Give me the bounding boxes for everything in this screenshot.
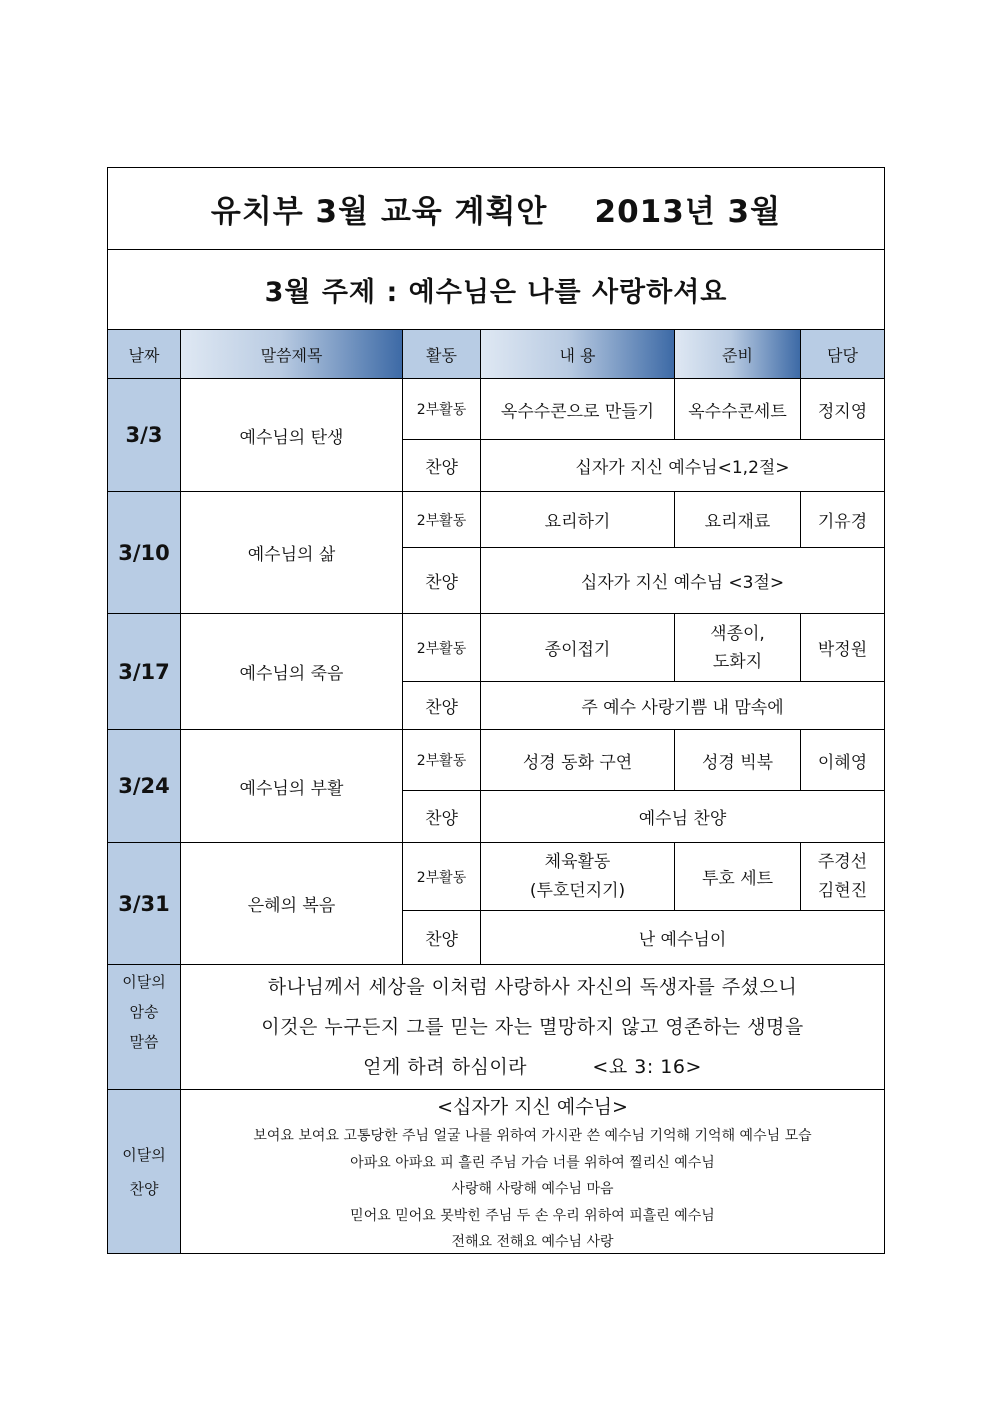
page-title: 유치부 3월 교육 계획안 2013년 3월 — [210, 194, 782, 230]
activity-prep: 요리재료 — [704, 512, 771, 532]
week-song: 난 예수님이 — [638, 930, 727, 950]
week-sermon-title: 은혜의 복음 — [247, 896, 336, 916]
lyric-line: 아파요 아파요 피 흘린 주님 가슴 너를 위하여 찔리신 예수님 — [350, 1154, 715, 1171]
activity-prep: 옥수수콘세트 — [688, 401, 787, 422]
column-header-activity: 활동 — [403, 330, 480, 378]
week-song: 주 예수 사랑기쁨 내 맘속에 — [581, 698, 784, 718]
song-of-month-title: <십자가 지신 예수님> — [437, 1095, 628, 1118]
activity-teacher: 이혜영 — [817, 752, 868, 773]
song-label-line: 이달의 — [122, 1145, 166, 1164]
activity-prep: 성경 빅북 — [701, 752, 774, 773]
song-label-line: 찬양 — [129, 1179, 159, 1198]
week-date: 3/31 — [118, 891, 170, 916]
song-type: 찬양 — [425, 698, 458, 718]
song-type: 찬양 — [425, 930, 458, 950]
activity-type: 2부활동 — [416, 402, 467, 418]
week-song: 십자가 지신 예수님<1,2절> — [575, 458, 790, 478]
song-type: 찬양 — [425, 809, 458, 829]
lyric-line: 전해요 전해요 예수님 사랑 — [451, 1234, 614, 1250]
song-type: 찬양 — [425, 573, 458, 593]
column-header-prep: 준비 — [675, 330, 800, 378]
activity-content — [481, 843, 674, 910]
week-song: 예수님 찬양 — [638, 809, 727, 829]
activity-teacher: 기유경 — [817, 512, 868, 532]
column-header-content: 내 용 — [481, 330, 674, 378]
column-header-sermon: 말씀제목 — [181, 330, 402, 378]
activity-teacher: 정지영 — [817, 401, 868, 422]
monthly-theme: 3월 주제 : 예수님은 나를 사랑하셔요 — [264, 277, 728, 308]
activity-type: 2부활동 — [416, 640, 467, 657]
activity-content: 종이접기 — [544, 640, 611, 660]
memory-verse-line: 얻게 하려 하심이라 <요 3: 16> — [363, 1056, 702, 1078]
activity-teacher-line: 김현진 — [817, 880, 868, 901]
activity-content-line: (투호던지기) — [529, 880, 626, 901]
memory-verse-text — [181, 965, 884, 1089]
activity-type: 2부활동 — [416, 512, 467, 529]
activity-content: 성경 동화 구연 — [522, 752, 633, 773]
activity-content-line: 체육활동 — [544, 851, 611, 872]
memory-verse-label — [108, 965, 180, 1089]
memory-label-line: 암송 — [129, 1003, 159, 1021]
activity-content: 요리하기 — [544, 512, 611, 532]
week-date: 3/10 — [118, 540, 170, 565]
activity-prep — [675, 614, 800, 681]
activity-prep-line: 도화지 — [712, 651, 763, 672]
week-sermon-title: 예수님의 부활 — [239, 778, 344, 799]
week-sermon-title: 예수님의 죽음 — [239, 664, 344, 684]
song-of-month-label — [108, 1090, 180, 1253]
activity-type: 2부활동 — [416, 753, 467, 769]
activity-prep-line: 색종이, — [710, 623, 765, 644]
activity-type: 2부활동 — [416, 869, 467, 886]
activity-teacher-line: 주경선 — [817, 851, 868, 872]
activity-content: 옥수수콘으로 만들기 — [500, 401, 655, 422]
memory-verse-line: 이것은 누구든지 그를 믿는 자는 멸망하지 않고 영존하는 생명을 — [261, 1016, 804, 1038]
week-sermon-title: 예수님의 탄생 — [239, 427, 344, 448]
week-date: 3/17 — [118, 659, 170, 684]
lyric-line: 보여요 보여요 고통당한 주님 얼굴 나를 위하여 가시관 쓴 예수님 기억해 기억해 예수님 모습 — [253, 1128, 812, 1144]
memory-label-line: 말씀 — [129, 1033, 159, 1051]
week-date: 3/3 — [125, 423, 163, 447]
lyric-line: 믿어요 믿어요 못박힌 주님 두 손 우리 위하여 피흘린 예수님 — [350, 1207, 715, 1224]
column-header-teacher: 담당 — [801, 330, 884, 378]
activity-teacher — [801, 843, 884, 910]
week-song: 십자가 지신 예수님 <3절> — [580, 573, 785, 593]
memory-label-line: 이달의 — [122, 973, 166, 991]
song-type: 찬양 — [425, 458, 458, 478]
column-header-date: 날짜 — [108, 330, 180, 378]
activity-prep: 투호 세트 — [701, 869, 774, 889]
lyric-line: 사랑해 사랑해 예수님 마음 — [451, 1181, 614, 1197]
memory-verse-line: 하나님께서 세상을 이처럼 사랑하사 자신의 독생자를 주셨으니 — [267, 976, 798, 998]
lesson-plan-sheet — [107, 167, 885, 1254]
week-sermon-title: 예수님의 삶 — [247, 545, 336, 565]
week-date: 3/24 — [118, 774, 170, 798]
activity-teacher: 박정원 — [817, 640, 868, 660]
song-lyrics — [181, 1123, 884, 1253]
